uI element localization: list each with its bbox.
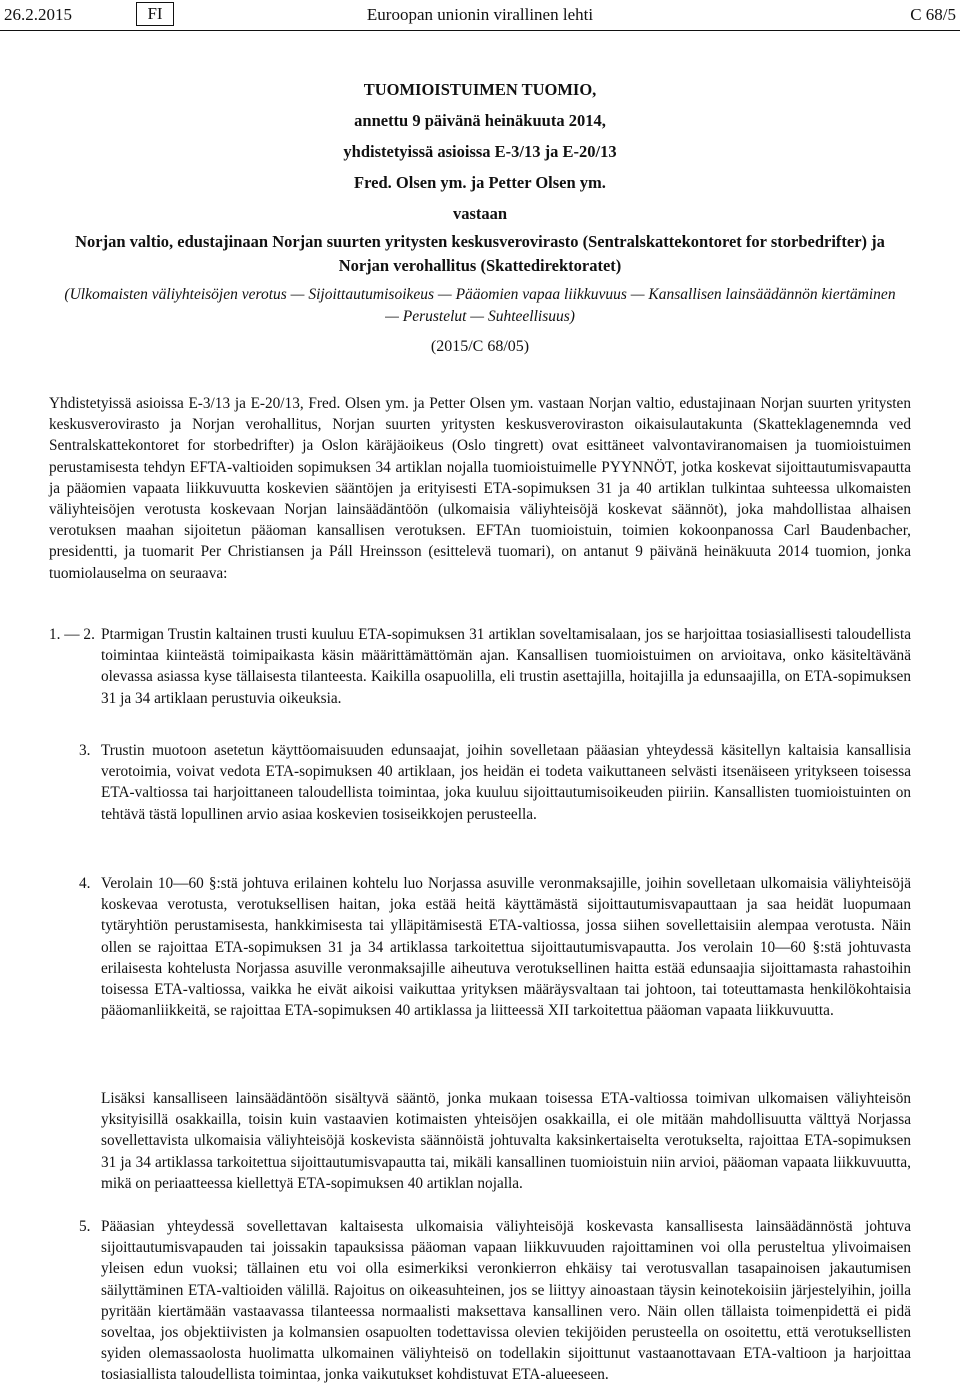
intro-paragraph: Yhdistetyissä asioissa E-3/13 ja E-20/13, Fred. Olsen ym. ja Petter Olsen ym. vastaan Norjan valtio, edustajinaan Norjan suurten yritysten keskusverovirasto ja Norjan verohallitus, Norjan suurten yritysten keskusveroviraston oikaisulautakunta (Skatteklagenemnda ved Sentralskattekontoret for storbedrifter) ja Oslon käräjäoikeus (Oslo tingrett) ovat esittäneet valvontaviranomaisen ja tuomioistuimen perustamisesta tehdyn EFTA-valtioiden sopimuksen 34 artiklan nojalla tuomioistuimelle PYYNNÖT, jotka koskevat sijoittautumisvapautta ja pääomien vapaata liikkuvuutta koskevien sääntöjen ja erityisesti ETA-sopimuksen 31 ja 40 artiklan tulkintaa suhteessa ulkomaisten väliyhteisöjen verotusta koskevaan Norjan lainsäädäntöön (ulkomaisia väliyhteisöjä koskevat säännöt), joka mahdollistaa alhaisen verotuksen maahan sijoitetun pääoman kansallisen verotuksen. EFTAn tuomioistuin, toimien kokoonpanossa Carl Baudenbacher, presidentti, ja tuomarit Per Christiansen ja Páll Hreinsson (esittelevä tuomari), on antanut 9 päivänä heinäkuuta 2014 tuomion, jonka tuomiolauselma on seuraava: [49,395,911,582]
ruling-item-4-continued [49,1088,911,1194]
title-line-1: TUOMIOISTUIMEN TUOMIO, [363,80,597,99]
item-text: Verolain 10—60 §:stä johtuva erilainen kohtelu luo Norjassa asuville veronmaksajille, joihin sovelletaan ulkomaisia väliyhteisöjä koskevaa verotusta, verotuksellisen haitan, joka estää heitä käyttämästä sijoittautumisvapauttaan ja saa heidät luopumaan tytäryhtiön perustamisesta, hankkimisesta tai ylläpitämisestä ETA-valtiossa, jossa siihen sovellettaisiin alempaa verotusta. Näin ollen se rajoittaa ETA-sopimuksen 31 ja 34 artiklassa tarkoitettua sijoittautumisvapautta. Jos verolain 10—60 §:stä johtuvasta erilaisesta kohtelusta Norjassa asuville veronmaksajille aiheutuva verotuksellinen haitta estää edunsaajia sijoittamasta rahastoihin toisessa ETA-valtiossa, vaikka he eivät aikoisi vaikuttaa yrityksen määräysvaltaan tai johtoon, tai toteuttamasta henkilökohtaisia pääomanliikkeitä, se rajoittaa ETA-sopimuksen 40 artiklassa ja liitteessä XII tarkoitettua pääoman vapaata liikkuvuutta. [101,875,911,1020]
ruling-item-5 [49,1216,911,1386]
page-reference: C 68/5 [910,5,956,24]
item-number: 3. [79,742,91,759]
item-number: 5. [79,1218,91,1235]
item-text: Pääasian yhteydessä sovellettavan kaltaisesta ulkomaisia väliyhteisöjä koskevasta kansallisesta lainsäädännöstä johtuva sijoittautumisvapauden tai joissakin tapauksissa pääoman vapaan liikkuvuuden rajoittaminen voi olla perusteltua ylivoimaisen yleisen edun vuoksi; tällainen etu voi olla esimerkiksi veronkierron ehkäisy tai verotusvallan tasapainoisen jakautumisen säilyttäminen ETA-valtioiden välillä. Rajoitus on oikeasuhteinen, jos se liittyy ainoastaan täysin keinotekoisiin järjestelyihin, joilla pyritään kiertämään vastaavassa tilanteessa normaalisti maksettava kansallinen vero. Näin ollen tällaista toimenpidettä ei pidä soveltaa, jos objektiivisten ja kolmansien osapuolten todettavissa olevien tekijöiden perusteella on osoitettu, että verotuksellisten syiden olemassaolosta huolimatta ulkomainen väliyhteisö on todellakin sijoittunut vastaanottavaan ETA-valtioon ja harjoittaa tosiasiallista taloudellista toimintaa, jonka vaikutukset kohdistuvat ETA-alueeseen. [101,1218,911,1384]
journal-title: Euroopan unionin virallinen lehti [366,5,594,24]
ruling-item-1-2 [49,624,911,709]
judgment-title [60,74,900,278]
item-text: Ptarmigan Trustin kaltainen trusti kuuluu ETA-sopimuksen 31 artiklan soveltamisalaan, jos se harjoittaa tosiasiallisesti taloudellista toimintaa kiinteästä toimipaikasta käsin määrittämättömän ajan. Kansallisen tuomioistuimen on arvioitava, onko käsiteltävänä olevassa asiassa kyse tällaisesta tilanteesta. Kaikilla osapuolilla, eli trustin asettajilla, hoitajilla ja edunsaajilla, on ETA-sopimuksen 31 ja 34 artiklaan perustuvia oikeuksia. [101,626,911,707]
item-text: Trustin muotoon asetetun käyttöomaisuuden edunsaajat, joihin sovelletaan pääasian yhteydessä käsitellyn kaltaisia kansallisia verotoimia, voivat vedota ETA-sopimuksen 40 artiklaan, jos heidän ei todeta vaikuttaneen selvästi itsenäiseen yritykseen toisessa ETA-valtiossa tai harjoittaneen taloudellista toimintaa, joka kuuluu sijoittautumisoikeuden piiriin. Kansallisten tuomioistuinten on tehtävä tästä lopullinen arvio asiaa koskevien tosiseikkojen perusteella. [101,742,911,823]
language-box: FI [136,2,174,26]
title-line-3: yhdistetyissä asioissa E-3/13 ja E-20/13 [343,142,617,161]
item-text: Lisäksi kansalliseen lainsäädäntöön sisältyvä sääntö, jonka mukaan toisessa ETA-valtiossa toimivan ulkomaisen väliyhteisön yksityisillä osakkailla, toisin kuin vastaavien kotimaisten yhteisöjen osakkailla, ei ole mitään mahdollisuutta välttyä Norjassa sovellettavista ulkomaisia väliyhteisöjä koskevista säännöistä johtuvalta kaksinkertaiselta verotukselta, rajoittaa ETA-sopimuksen 31 ja 34 artiklassa tarkoitettua sijoittautumisvapautta tai, mikäli kansallinen tuomioistuin niin arvioi, pääoman vapaata liikkuvuutta, mikä on periaatteessa kiellettyä ETA-sopimuksen 40 artiklan nojalla. [101,1090,911,1192]
title-vastaan: vastaan [452,204,508,223]
ruling-item-4 [49,873,911,1021]
header-date: 26.2.2015 [4,5,72,24]
item-number: 4. [79,875,91,892]
journal-header [0,0,960,31]
keywords: (Ulkomaisten väliyhteisöjen verotus — Sijoittautumisoikeus — Pääomien vapaa liikkuvuus — Kansallisen lainsäädännön kiertäminen — Perustelut — Suhteellisuus) [64,286,896,325]
title-line-4: Fred. Olsen ym. ja Petter Olsen ym. [354,173,606,192]
defendant-party: Norjan valtio, edustajinaan Norjan suurten yritysten keskusverovirasto (Sentralskattekontoret for storbedrifter) ja Norjan verohallitus (Skattedirektoratet) [75,232,885,275]
title-line-2: annettu 9 päivänä heinäkuuta 2014, [354,111,606,130]
ruling-item-3 [49,740,911,825]
document-reference: (2015/C 68/05) [430,338,530,355]
item-number: 1. — 2. [49,626,95,643]
